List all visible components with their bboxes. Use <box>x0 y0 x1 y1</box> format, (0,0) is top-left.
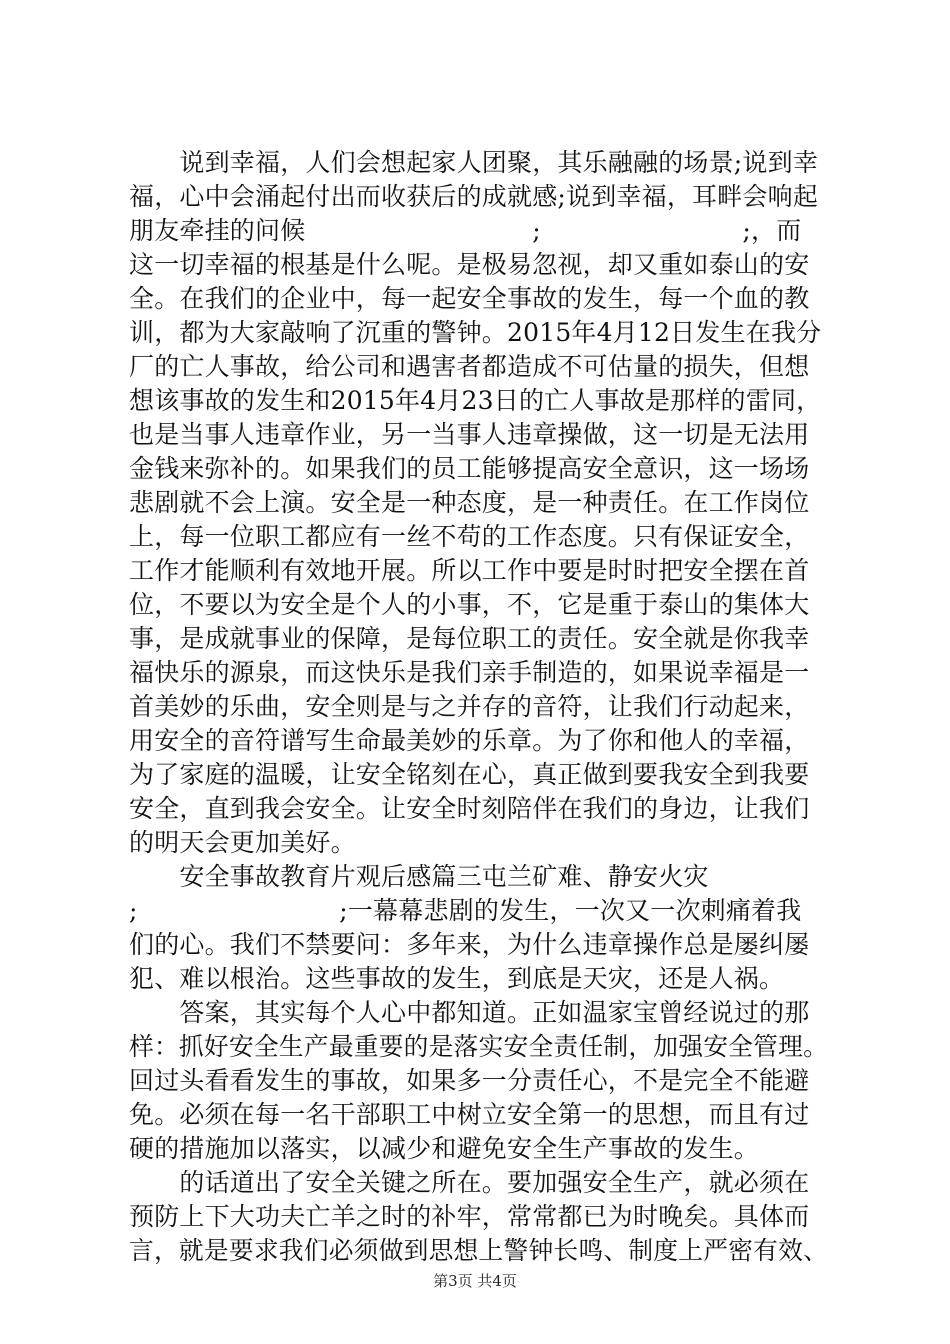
text-line: 样：抓好安全生产最重要的是落实安全责任制，加强安全管理。 <box>129 1032 829 1061</box>
text-line: 为了家庭的温暖，让安全铭刻在心，真正做到要我安全到我要 <box>129 760 810 789</box>
document-body <box>129 146 829 1268</box>
text-line: 工作才能顺利有效地开展。所以工作中要是时时把安全摆在首 <box>129 556 810 585</box>
text-line: 福，心中会涌起付出而收获后的成就感;说到幸福，耳畔会响起 <box>129 182 819 211</box>
text-line: 安全，直到我会安全。让安全时刻陪伴在我们的身边，让我们 <box>129 794 810 823</box>
text-line: 首美妙的乐曲，安全则是与之并存的音符，让我们行动起来， <box>129 692 810 721</box>
text-line: 福快乐的源泉，而这快乐是我们亲手制造的，如果说幸福是一 <box>129 658 810 687</box>
text-line: 厂的亡人事故，给公司和遇害者都造成不可估量的损失，但想 <box>129 352 810 381</box>
text-line: 免。必须在每一名干部职工中树立安全第一的思想，而且有过 <box>129 1100 810 1129</box>
text-line: 位，不要以为安全是个人的小事，不，它是重于泰山的集体大 <box>129 590 810 619</box>
page-footer <box>0 1271 950 1291</box>
text-line: 硬的措施加以落实，以减少和避免安全生产事故的发生。 <box>129 1134 760 1163</box>
text-line: 言，就是要求我们必须做到思想上警钟长鸣、制度上严密有效、 <box>129 1236 829 1265</box>
page-number: 第3页 共4页 <box>433 1272 517 1290</box>
text-line: 训，都为大家敲响了沉重的警钟。2015年4月12日发生在我分 <box>129 318 822 347</box>
text-line: 回过头看看发生的事故，如果多一分责任心，不是完全不能避 <box>129 1066 810 1095</box>
text-line: 用安全的音符谱写生命最美妙的乐章。为了你和他人的幸福， <box>129 726 810 755</box>
text-line: 说到幸福，人们会想起家人团聚，其乐融融的场景;说到幸 <box>129 148 819 177</box>
text-line: 悲剧就不会上演。安全是一种态度，是一种责任。在工作岗位 <box>129 488 810 517</box>
text-line: 全。在我们的企业中，每一起安全事故的发生，每一个血的教 <box>129 284 810 313</box>
text-line: ; ;一幕幕悲剧的发生，一次又一次刺痛着我 <box>129 896 802 925</box>
text-line: 们的心。我们不禁要问：多年来，为什么违章操作总是屡纠屡 <box>129 930 810 959</box>
text-line: 的话道出了安全关键之所在。要加强安全生产，就必须在 <box>129 1168 810 1197</box>
text-line: 想该事故的发生和2015年4月23日的亡人事故是那样的雷同， <box>129 386 822 415</box>
text-line: 犯、难以根治。这些事故的发生，到底是天灾，还是人祸。 <box>129 964 785 993</box>
text-line: 上，每一位职工都应有一丝不苟的工作态度。只有保证安全， <box>129 522 810 551</box>
section-heading-line: 安全事故教育片观后感篇三屯兰矿难、静安火灾 <box>129 862 709 891</box>
text-line: 答案，其实每个人心中都知道。正如温家宝曾经说过的那 <box>129 998 810 1027</box>
text-line: 的明天会更加美好。 <box>129 828 356 857</box>
text-line: 预防上下大功夫亡羊之时的补牢，常常都已为时晚矣。具体而 <box>129 1202 810 1231</box>
text-line: 金钱来弥补的。如果我们的员工能够提高安全意识，这一场场 <box>129 454 810 483</box>
text-line: 也是当事人违章作业，另一当事人违章操做，这一切是无法用 <box>129 420 810 449</box>
text-line: 这一切幸福的根基是什么呢。是极易忽视，却又重如泰山的安 <box>129 250 810 279</box>
text-line: 朋友牵挂的问候 ; ;，而 <box>129 216 802 245</box>
text-line: 事，是成就事业的保障，是每位职工的责任。安全就是你我幸 <box>129 624 810 653</box>
